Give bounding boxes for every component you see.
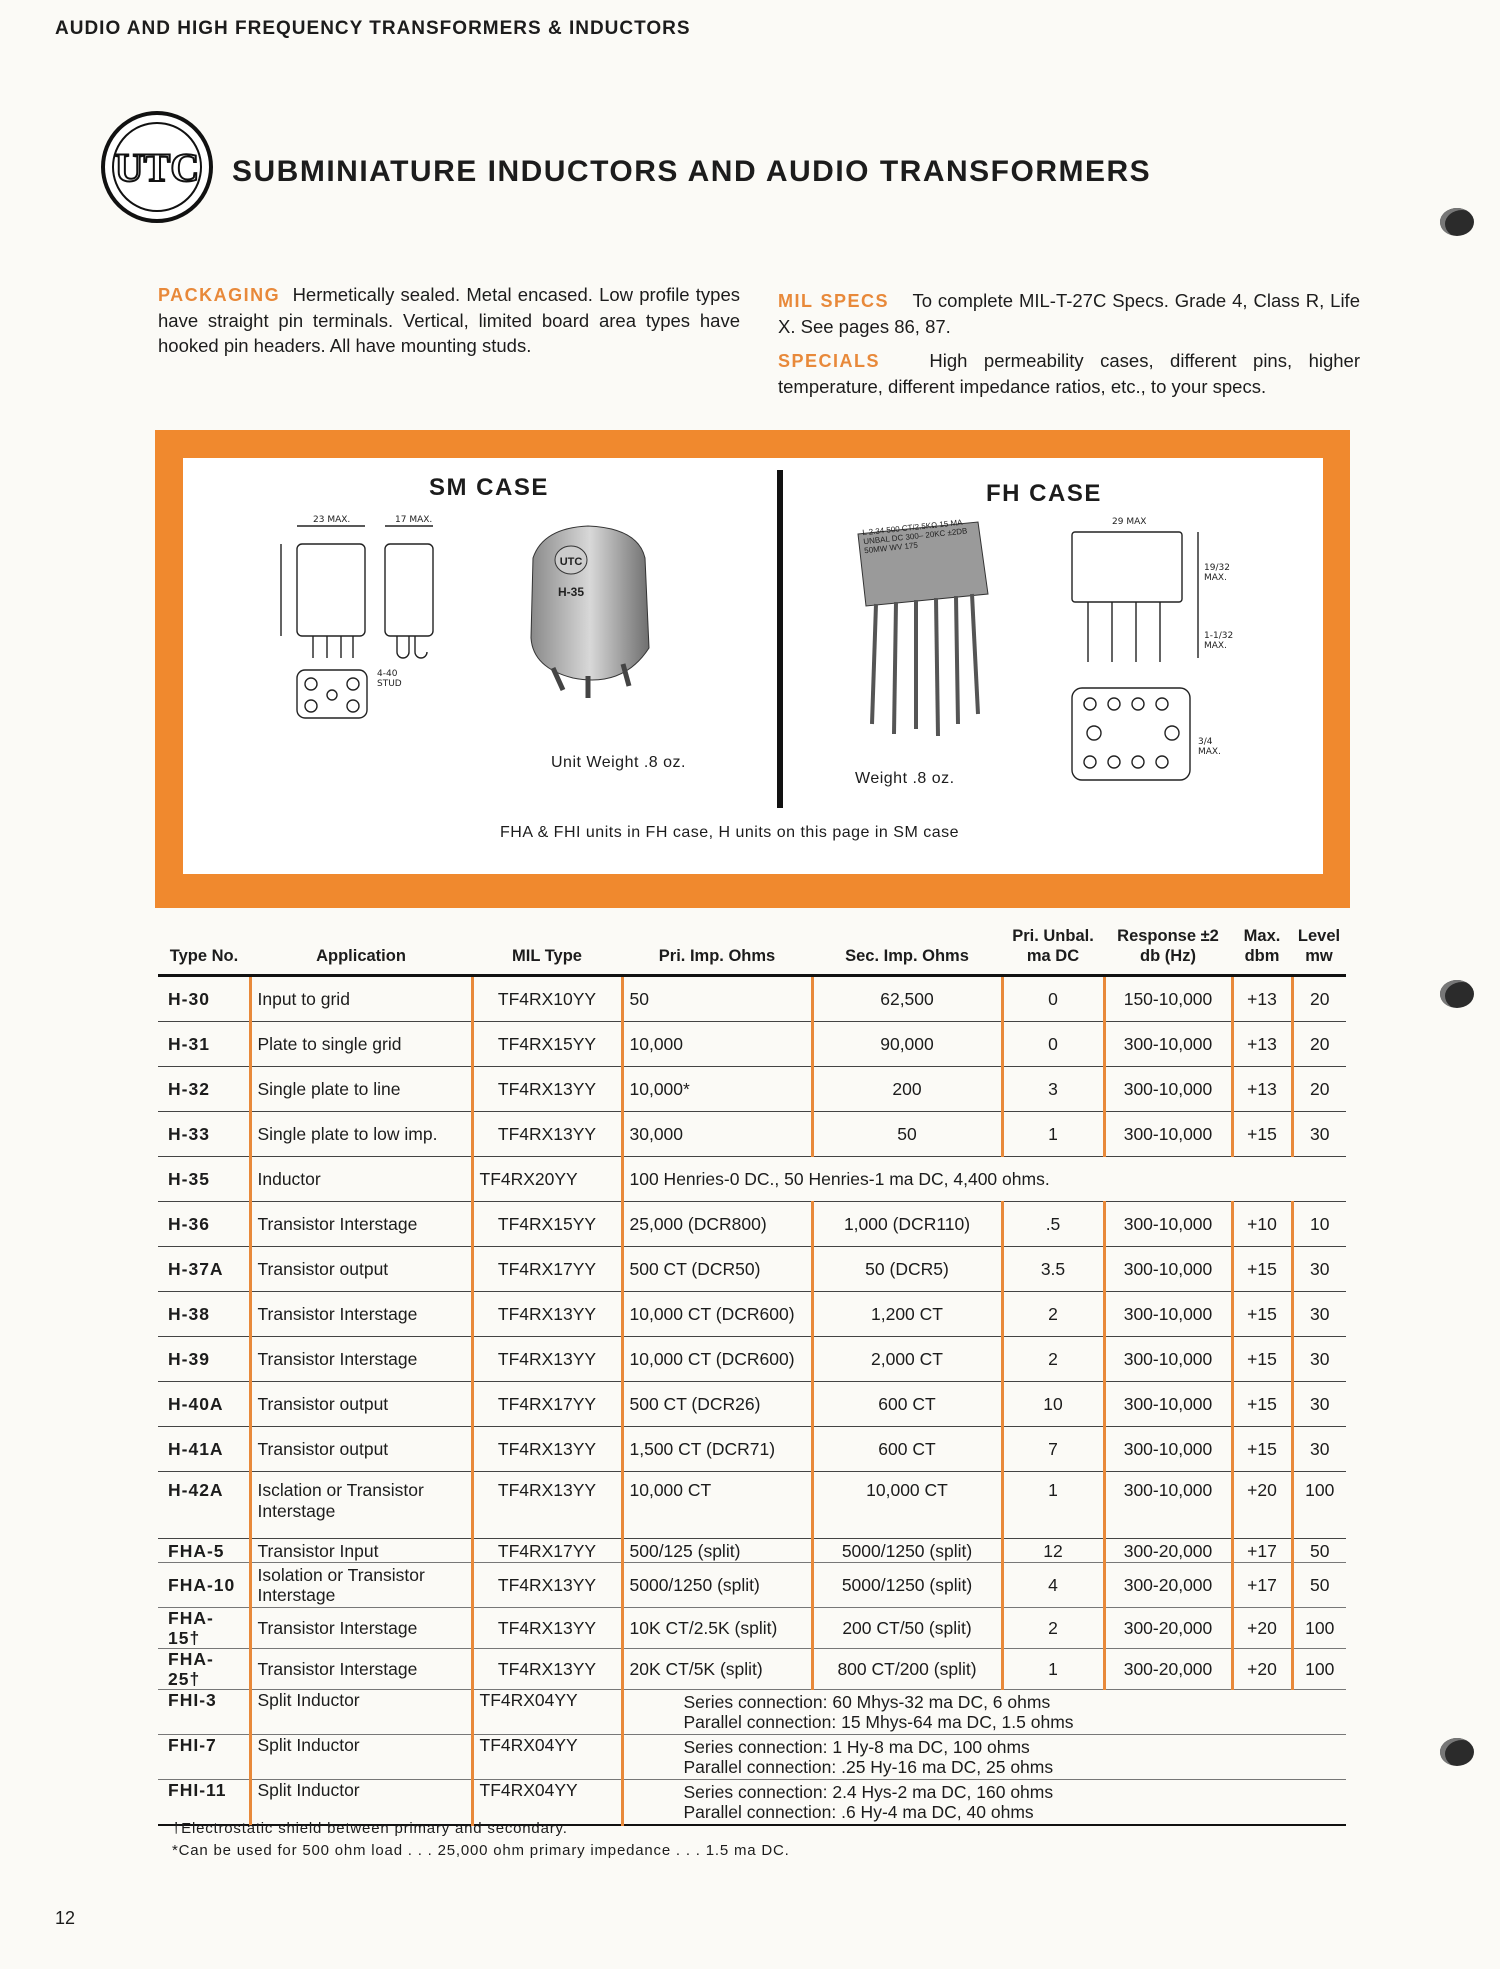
svg-text:29 MAX: 29 MAX [1112, 517, 1147, 527]
milspecs-paragraph [778, 288, 1360, 339]
cell-sec: 600 CT [812, 1382, 1002, 1427]
cell-mw: 20 [1292, 1067, 1346, 1112]
cell-dbm: +13 [1232, 1022, 1292, 1067]
series-connection: Series connection: 60 Mhys-32 ma DC, 6 ohms [683, 1692, 1051, 1712]
svg-text:3/4: 3/4 [1198, 737, 1213, 747]
cell-mil: TF4RX13YY [472, 1337, 622, 1382]
cell-app: Single plate to line [250, 1067, 472, 1112]
cell-dbm: +15 [1232, 1247, 1292, 1292]
col-header-mw: Level mw [1292, 920, 1346, 976]
svg-text:MAX.: MAX. [1204, 641, 1227, 651]
series-connection: Series connection: 2.4 Hys-2 ma DC, 160 ohms [683, 1782, 1054, 1802]
parallel-connection: Parallel connection: 15 Mhys-64 ma DC, 1.5 ohms [683, 1712, 1074, 1732]
cell-type: H-41A [158, 1427, 250, 1472]
spec-table [158, 920, 1346, 1826]
table-row [158, 1780, 1346, 1826]
sm-case-drawing [273, 508, 483, 728]
cell-sec: 200 CT/50 (split) [812, 1608, 1002, 1649]
cell-app: Split Inductor [250, 1780, 472, 1826]
footnote-dagger: †Electrostatic shield between primary and secondary. [172, 1820, 568, 1837]
cell-unbal: 3 [1002, 1067, 1104, 1112]
cell-mil: TF4RX04YY [472, 1780, 622, 1826]
col-header-type: Type No. [158, 920, 250, 976]
cell-dbm: +20 [1232, 1472, 1292, 1539]
fh-case-title: FH CASE [986, 480, 1102, 507]
cell-pri: 10,000 CT [622, 1472, 812, 1539]
can-logo: UTC [559, 556, 583, 568]
cell-resp: 300-10,000 [1104, 1382, 1232, 1427]
cell-pri: 20K CT/5K (split) [622, 1649, 812, 1690]
cell-sec: 5000/1250 (split) [812, 1539, 1002, 1563]
specials-text: High permeability cases, different pins, higher temperature, different impedance ratios, etc., to your specs. [778, 350, 1360, 397]
cell-mw: 30 [1292, 1247, 1346, 1292]
cell-dbm: +20 [1232, 1649, 1292, 1690]
cell-type: FHA-15† [158, 1608, 250, 1649]
cell-mil: TF4RX13YY [472, 1472, 622, 1539]
cell-connection [622, 1690, 1346, 1735]
cell-mil: TF4RX13YY [472, 1649, 622, 1690]
cell-type: H-30 [158, 976, 250, 1022]
cell-mw: 30 [1292, 1292, 1346, 1337]
cell-pri: 5000/1250 (split) [622, 1563, 812, 1608]
cell-pri: 500/125 (split) [622, 1539, 812, 1563]
cell-type: FHI-7 [158, 1735, 250, 1780]
can-label: H-35 [557, 585, 585, 599]
cell-resp: 300-10,000 [1104, 1247, 1232, 1292]
cell-dbm: +17 [1232, 1563, 1292, 1608]
table-row [158, 1472, 1346, 1539]
cell-unbal: 10 [1002, 1382, 1104, 1427]
cell-unbal: 12 [1002, 1539, 1104, 1563]
cell-type: H-39 [158, 1337, 250, 1382]
cell-mil: TF4RX17YY [472, 1539, 622, 1563]
figure-caption: FHA & FHI units in FH case, H units on this page in SM case [500, 824, 960, 841]
cell-unbal: 0 [1002, 1022, 1104, 1067]
svg-text:STUD: STUD [377, 679, 402, 689]
cell-type: FHA-10 [158, 1563, 250, 1608]
cell-resp: 300-10,000 [1104, 1022, 1232, 1067]
cell-app: Split Inductor [250, 1735, 472, 1780]
table-row [158, 1247, 1346, 1292]
cell-unbal: 4 [1002, 1563, 1104, 1608]
table-row [158, 1690, 1346, 1735]
table-row [158, 1539, 1346, 1563]
cell-sec: 2,000 CT [812, 1337, 1002, 1382]
cell-mil: TF4RX15YY [472, 1202, 622, 1247]
cell-type: H-40A [158, 1382, 250, 1427]
cell-type: H-37A [158, 1247, 250, 1292]
specials-label: SPECIALS [778, 351, 881, 371]
cell-unbal: 1 [1002, 1649, 1104, 1690]
cell-connection [622, 1780, 1346, 1826]
cell-resp: 300-20,000 [1104, 1608, 1232, 1649]
table-row [158, 1112, 1346, 1157]
table-row [158, 1382, 1346, 1427]
table-row [158, 1649, 1346, 1690]
cell-pri: 30,000 [622, 1112, 812, 1157]
cell-dbm: +17 [1232, 1539, 1292, 1563]
svg-text:MAX.: MAX. [1204, 573, 1227, 583]
specials-paragraph [778, 348, 1360, 399]
table-header-row [158, 920, 1346, 976]
utc-logo [100, 110, 215, 225]
cell-dbm: +15 [1232, 1382, 1292, 1427]
cell-sec: 600 CT [812, 1427, 1002, 1472]
col-header-sec-imp: Sec. Imp. Ohms [812, 920, 1002, 976]
table-row [158, 1563, 1346, 1608]
cell-resp: 300-10,000 [1104, 1112, 1232, 1157]
cell-pri: 10,000 [622, 1022, 812, 1067]
cell-pri: 500 CT (DCR26) [622, 1382, 812, 1427]
cell-app: Transistor Interstage [250, 1337, 472, 1382]
cell-sec: 1,200 CT [812, 1292, 1002, 1337]
cell-mw: 100 [1292, 1649, 1346, 1690]
cell-sec: 800 CT/200 (split) [812, 1649, 1002, 1690]
svg-text:17 MAX.: 17 MAX. [395, 515, 433, 525]
fh-case-drawing [1038, 508, 1258, 808]
cell-pri: 10,000 CT (DCR600) [622, 1337, 812, 1382]
cell-app: Input to grid [250, 976, 472, 1022]
figure-panel [183, 458, 1323, 874]
cell-type: H-33 [158, 1112, 250, 1157]
cell-type: H-31 [158, 1022, 250, 1067]
cell-resp: 300-10,000 [1104, 1427, 1232, 1472]
cell-app: Transistor Interstage [250, 1649, 472, 1690]
table-row [158, 1022, 1346, 1067]
table-row [158, 1067, 1346, 1112]
cell-sec: 50 (DCR5) [812, 1247, 1002, 1292]
table-row [158, 976, 1346, 1022]
col-header-application: Application [250, 920, 472, 976]
cell-sec: 5000/1250 (split) [812, 1563, 1002, 1608]
cell-app: Transistor output [250, 1247, 472, 1292]
cell-sec: 50 [812, 1112, 1002, 1157]
packaging-label: PACKAGING [158, 285, 281, 305]
cell-mil: TF4RX17YY [472, 1382, 622, 1427]
cell-note: 100 Henries-0 DC., 50 Henries-1 ma DC, 4,400 ohms. [622, 1157, 1346, 1202]
cell-mil: TF4RX13YY [472, 1292, 622, 1337]
svg-text:19/32: 19/32 [1204, 563, 1230, 573]
cell-mil: TF4RX13YY [472, 1608, 622, 1649]
cell-sec: 62,500 [812, 976, 1002, 1022]
cell-app: Single plate to low imp. [250, 1112, 472, 1157]
cell-unbal: 2 [1002, 1608, 1104, 1649]
table-row [158, 1292, 1346, 1337]
cell-resp: 300-10,000 [1104, 1337, 1232, 1382]
cell-mw: 20 [1292, 976, 1346, 1022]
footnote-star: *Can be used for 500 ohm load . . . 25,000 ohm primary impedance . . . 1.5 ma DC. [172, 1842, 790, 1859]
cell-mil: TF4RX13YY [472, 1427, 622, 1472]
cell-app: Isclation or Transistor Interstage [250, 1472, 472, 1539]
cell-mw: 20 [1292, 1022, 1346, 1067]
binder-hole-top [1440, 208, 1474, 236]
table-row [158, 1735, 1346, 1780]
cell-unbal: 0 [1002, 976, 1104, 1022]
svg-text:23 MAX.: 23 MAX. [313, 515, 351, 525]
cell-mil: TF4RX20YY [472, 1157, 622, 1202]
table-row [158, 1427, 1346, 1472]
sm-case-title: SM CASE [429, 474, 549, 501]
cell-type: FHI-11 [158, 1780, 250, 1826]
cell-app: Split Inductor [250, 1690, 472, 1735]
cell-type: H-42A [158, 1472, 250, 1539]
cell-mw: 50 [1292, 1539, 1346, 1563]
cell-sec: 1,000 (DCR110) [812, 1202, 1002, 1247]
cell-unbal: 2 [1002, 1292, 1104, 1337]
cell-type: H-36 [158, 1202, 250, 1247]
cell-mil: TF4RX17YY [472, 1247, 622, 1292]
cell-resp: 300-20,000 [1104, 1539, 1232, 1563]
cell-unbal: .5 [1002, 1202, 1104, 1247]
table-row [158, 1608, 1346, 1649]
svg-text:4-40: 4-40 [377, 669, 398, 679]
section-header: AUDIO AND HIGH FREQUENCY TRANSFORMERS & INDUCTORS [55, 18, 691, 39]
cell-resp: 300-10,000 [1104, 1292, 1232, 1337]
cell-mil: TF4RX10YY [472, 976, 622, 1022]
cell-mw: 100 [1292, 1472, 1346, 1539]
table-row [158, 1202, 1346, 1247]
cell-pri: 500 CT (DCR50) [622, 1247, 812, 1292]
cell-dbm: +20 [1232, 1608, 1292, 1649]
cell-mil: TF4RX13YY [472, 1067, 622, 1112]
svg-text:1-1/32: 1-1/32 [1204, 631, 1234, 641]
cell-resp: 150-10,000 [1104, 976, 1232, 1022]
cell-unbal: 1 [1002, 1472, 1104, 1539]
page-number: 12 [55, 1908, 76, 1928]
cell-unbal: 7 [1002, 1427, 1104, 1472]
cell-pri: 50 [622, 976, 812, 1022]
cell-mw: 10 [1292, 1202, 1346, 1247]
fh-unit-label: L 2.34 500 CT/2.5KΩ 15 MA UNBAL DC 300– 20KC ±2DB 50MW WV 175 [861, 517, 968, 556]
cell-app: Transistor Interstage [250, 1292, 472, 1337]
col-header-mil-type: MIL Type [472, 920, 622, 976]
parallel-connection: Parallel connection: .25 Hy-16 ma DC, 25 ohms [683, 1757, 1054, 1777]
cell-app: Plate to single grid [250, 1022, 472, 1067]
col-header-dbm: Max. dbm [1232, 920, 1292, 976]
cell-pri: 10,000* [622, 1067, 812, 1112]
cell-resp: 300-20,000 [1104, 1649, 1232, 1690]
cell-app: Transistor Input [250, 1539, 472, 1563]
cell-pri: 10K CT/2.5K (split) [622, 1608, 812, 1649]
cell-resp: 300-10,000 [1104, 1067, 1232, 1112]
figure-divider [777, 470, 783, 808]
cell-mil: TF4RX04YY [472, 1690, 622, 1735]
milspecs-label: MIL SPECS [778, 291, 889, 311]
cell-mw: 30 [1292, 1427, 1346, 1472]
cell-sec: 90,000 [812, 1022, 1002, 1067]
svg-text:MAX.: MAX. [1198, 747, 1221, 757]
cell-app: Isolation or Transistor Interstage [250, 1563, 472, 1608]
cell-resp: 300-10,000 [1104, 1472, 1232, 1539]
col-header-response: Response ±2 db (Hz) [1104, 920, 1232, 976]
cell-pri: 10,000 CT (DCR600) [622, 1292, 812, 1337]
cell-type: H-35 [158, 1157, 250, 1202]
cell-unbal: 2 [1002, 1337, 1104, 1382]
cell-mw: 30 [1292, 1382, 1346, 1427]
col-header-pri-imp: Pri. Imp. Ohms [622, 920, 812, 976]
cell-dbm: +13 [1232, 976, 1292, 1022]
cell-app: Transistor Interstage [250, 1202, 472, 1247]
binder-hole-middle [1440, 980, 1474, 1008]
milspecs-text: To complete MIL-T-27C Specs. Grade 4, Class R, Life X. See pages 86, 87. [778, 290, 1360, 337]
cell-mw: 50 [1292, 1563, 1346, 1608]
cell-pri: 1,500 CT (DCR71) [622, 1427, 812, 1472]
series-connection: Series connection: 1 Hy-8 ma DC, 100 ohms [683, 1737, 1030, 1757]
cell-mw: 30 [1292, 1337, 1346, 1382]
cell-app: Transistor Interstage [250, 1608, 472, 1649]
cell-pri: 25,000 (DCR800) [622, 1202, 812, 1247]
cell-dbm: +15 [1232, 1292, 1292, 1337]
packaging-text: Hermetically sealed. Metal encased. Low profile types have straight pin terminals. Vertical, limited board area types have hooked pin headers. All have mounting studs. [158, 284, 740, 356]
cell-type: H-32 [158, 1067, 250, 1112]
binder-hole-bottom [1440, 1738, 1474, 1766]
cell-mw: 30 [1292, 1112, 1346, 1157]
cell-mil: TF4RX15YY [472, 1022, 622, 1067]
cell-unbal: 1 [1002, 1112, 1104, 1157]
table-row [158, 1337, 1346, 1382]
cell-dbm: +15 [1232, 1427, 1292, 1472]
page-title: SUBMINIATURE INDUCTORS AND AUDIO TRANSFORMERS [232, 155, 1152, 188]
cell-app: Transistor output [250, 1427, 472, 1472]
cell-dbm: +13 [1232, 1067, 1292, 1112]
cell-sec: 10,000 CT [812, 1472, 1002, 1539]
cell-resp: 300-20,000 [1104, 1563, 1232, 1608]
cell-type: FHA-25† [158, 1649, 250, 1690]
table-row [158, 1157, 1346, 1202]
cell-resp: 300-10,000 [1104, 1202, 1232, 1247]
cell-connection [622, 1735, 1346, 1780]
sm-can-photo [513, 518, 663, 698]
cell-app: Inductor [250, 1157, 472, 1202]
cell-dbm: +15 [1232, 1112, 1292, 1157]
cell-mil: TF4RX13YY [472, 1112, 622, 1157]
cell-dbm: +10 [1232, 1202, 1292, 1247]
sm-weight: Unit Weight .8 oz. [551, 754, 686, 771]
packaging-paragraph [158, 282, 740, 358]
cell-app: Transistor output [250, 1382, 472, 1427]
cell-unbal: 3.5 [1002, 1247, 1104, 1292]
cell-type: FHA-5 [158, 1539, 250, 1563]
cell-mil: TF4RX04YY [472, 1735, 622, 1780]
cell-type: H-38 [158, 1292, 250, 1337]
logo-text: UTC [114, 145, 200, 190]
cell-type: FHI-3 [158, 1690, 250, 1735]
cell-mw: 100 [1292, 1608, 1346, 1649]
cell-dbm: +15 [1232, 1337, 1292, 1382]
cell-mil: TF4RX13YY [472, 1563, 622, 1608]
col-header-unbal: Pri. Unbal. ma DC [1002, 920, 1104, 976]
cell-sec: 200 [812, 1067, 1002, 1112]
fh-weight: Weight .8 oz. [855, 770, 955, 787]
parallel-connection: Parallel connection: .6 Hy-4 ma DC, 40 ohms [683, 1802, 1034, 1822]
